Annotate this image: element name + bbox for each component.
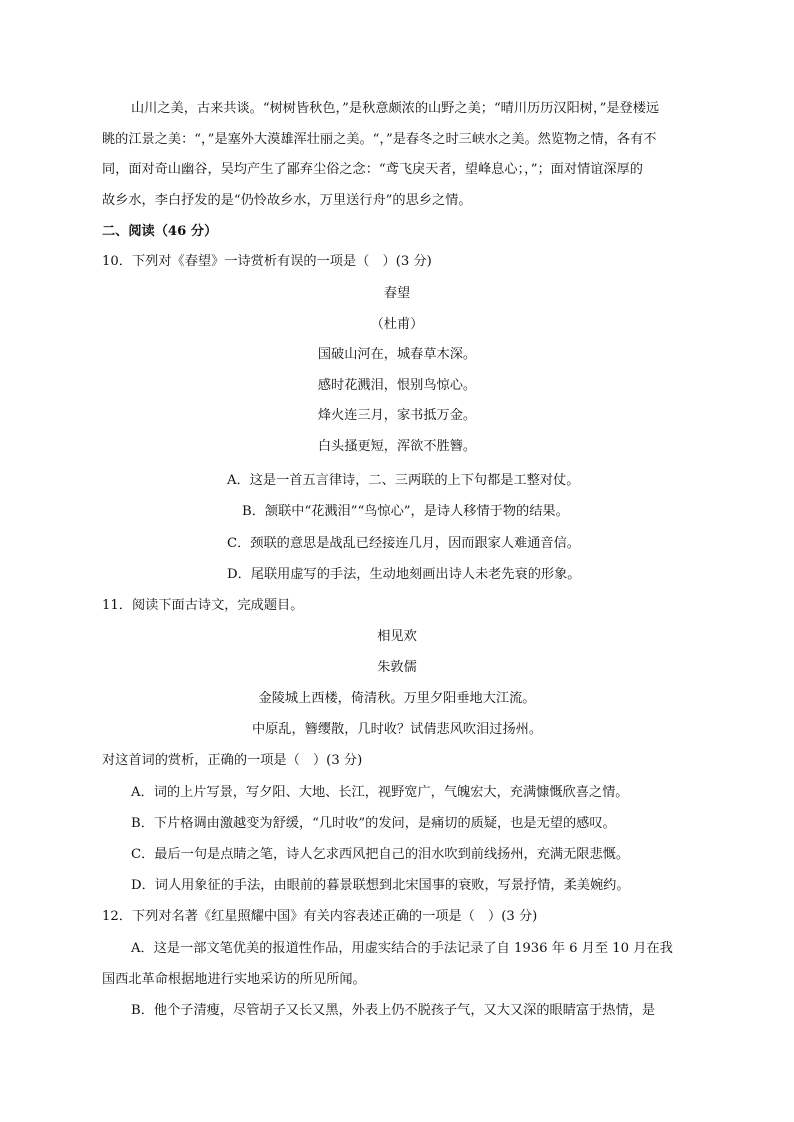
poem-author: 朱敦儒 (377, 660, 417, 675)
poem-line: 烽火连三月，家书抵万金。 (317, 408, 477, 423)
option-c: C．最后一句是点睛之笔，诗人乞求西风把自己的泪水吹到前线扬州，充满无限悲慨。 (131, 847, 630, 862)
poem-line: 金陵城上西楼，倚清秋。万里夕阳垂地大江流。 (258, 691, 536, 706)
option-d: D．词人用象征的手法，由眼前的暮景联想到北宋国事的衰败，写景抒情，柔美婉约。 (131, 878, 630, 893)
intro-line: 同，面对奇山幽谷，吴均产生了鄙弃尘俗之念：“鸢飞戾天者，望峰息心；，”；面对情谊深厚的 (102, 162, 643, 177)
option-a: A．词的上片写景，写夕阳、大地、长江，视野宽广，气魄宏大，充满慷慨欣喜之情。 (131, 785, 629, 800)
option-b: B．颔联中“花溅泪”“鸟惊心”，是诗人移情于物的结果。 (242, 504, 569, 519)
intro-line: 山川之美，古来共谈。“树树皆秋色，”是秋意颇浓的山野之美；“晴川历历汉阳树，”是登楼远 (131, 101, 660, 116)
option-a: A．这是一部文笔优美的报道性作品，用虚实结合的手法记录了自 1936 年 6 月至 10 月在我 (131, 941, 673, 956)
poem-title: 相见欢 (377, 629, 417, 644)
poem-line: 国破山河在，城春草木深。 (317, 347, 477, 362)
intro-line: 眺的江景之美：“，”是塞外大漠雄浑壮丽之美。“，”是春冬之时三峡水之美。然览物之情，各有不 (102, 132, 657, 147)
option-b: B．他个子清瘦，尽管胡子又长又黑，外表上仍不脱孩子气，又大又深的眼睛富于热情，是 (131, 1003, 655, 1018)
section-heading: 二、阅读（46 分） (102, 224, 218, 239)
option-d: D．尾联用虚写的手法，生动地刻画出诗人未老先衰的形象。 (227, 567, 581, 582)
question-prompt: 对这首词的赏析，正确的一项是（ ）(3 分) (102, 753, 363, 768)
poem-line: 中原乱，簪缨散，几时收？试倩悲风吹泪过扬州。 (251, 722, 543, 737)
question-stem: 10．下列对《春望》一诗赏析有误的一项是（ ）(3 分) (102, 254, 432, 269)
option-a-continued: 国西北革命根据地进行实地采访的所见所闻。 (102, 972, 366, 987)
question-stem: 12．下列对名著《红星照耀中国》有关内容表述正确的一项是（ ）(3 分) (102, 909, 538, 924)
option-a: A．这是一首五言律诗，二、三两联的上下句都是工整对仗。 (227, 473, 580, 488)
poem-line: 白头搔更短，浑欲不胜簪。 (317, 439, 477, 454)
intro-line: 故乡水，李白抒发的是“仍怜故乡水，万里送行舟”的思乡之情。 (102, 193, 472, 208)
option-c: C．颈联的意思是战乱已经接连几月，因而跟家人难通音信。 (227, 536, 580, 551)
question-stem: 11．阅读下面古诗文，完成题目。 (102, 598, 304, 613)
option-b: B．下片格调由激越变为舒缓，“几时收”的发问，是痛切的质疑，也是无望的感叹。 (131, 816, 616, 831)
poem-line: 感时花溅泪，恨别鸟惊心。 (317, 378, 477, 393)
poem-title: 春望 (383, 286, 411, 301)
poem-author: （杜甫） (370, 317, 424, 332)
